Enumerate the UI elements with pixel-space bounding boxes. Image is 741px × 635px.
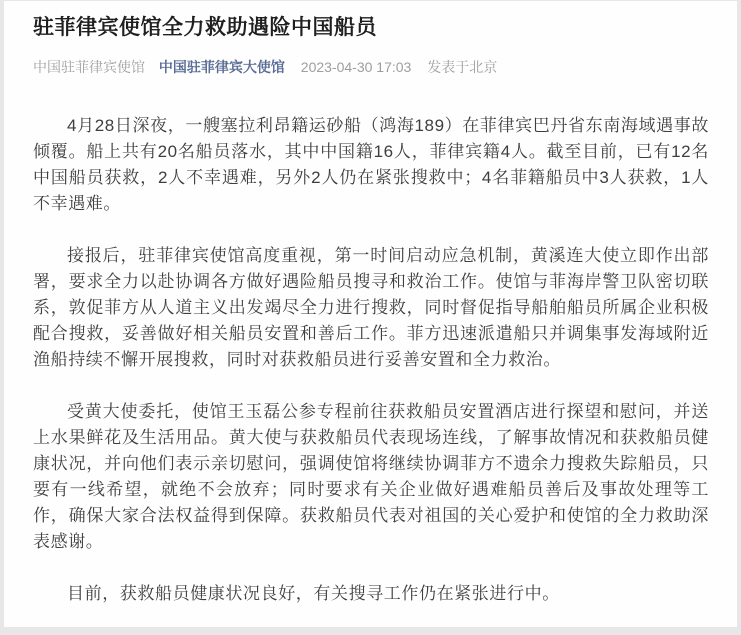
publish-location: 发表于北京 — [427, 59, 498, 75]
article-meta — [33, 58, 709, 76]
publish-time: 2023-04-30 17:03 — [300, 59, 412, 75]
article-content — [33, 113, 709, 607]
article-card — [4, 1, 737, 627]
paragraph-1: 4月28日深夜，一艘塞拉利昂籍运砂船（鸿海189）在菲律宾巴丹省东南海域遇事故倾覆。船上共有20名船员落水，其中中国籍16人，菲律宾籍4人。截至目前，已有12名中国船员获救，2人不幸遇难，另外2人仍在紧张搜救中；4名菲籍船员中3人获救，1人不幸遇难。 — [33, 116, 709, 213]
author-name: 中国驻菲律宾使馆 — [33, 59, 145, 75]
paragraph-2: 接报后，驻菲律宾使馆高度重视，第一时间启动应急机制，黄溪连大使立即作出部署，要求全力以赴协调各方做好遇险船员搜寻和救治工作。使馆与菲海岸警卫队密切联系，敦促菲方从人道主义出发竭尽全力进行搜救，同时督促指导船舶船员所属企业积极配合搜救，妥善做好相关船员安置和善后工作。菲方迅速派遣船只并调集事发海域附近渔船持续不懈开展搜救，同时对获救船员进行妥善安置和全力救治。 — [33, 246, 709, 369]
paragraph-4: 目前，获救船员健康状况良好，有关搜寻工作仍在紧张进行中。 — [67, 584, 560, 603]
account-link[interactable]: 中国驻菲律宾大使馆 — [158, 59, 285, 75]
article-title: 驻菲律宾使馆全力救助遇险中国船员 — [33, 16, 377, 39]
paragraph-3: 受黄大使委托，使馆王玉磊公参专程前往获救船员安置酒店进行探望和慰问，并送上水果鲜花及生活用品。黄大使与获救船员代表现场连线，了解事故情况和获救船员健康状况，并向他们表示亲切慰问，强调使馆将继续协调菲方不遗余力搜救失踪船员，只要有一线希望，就绝不会放弃；同时要求有关企业做好遇难船员善后及事故处理等工作，确保大家合法权益得到保障。获救船员代表对祖国的关心爱护和使馆的全力救助深表感谢。 — [33, 402, 709, 551]
